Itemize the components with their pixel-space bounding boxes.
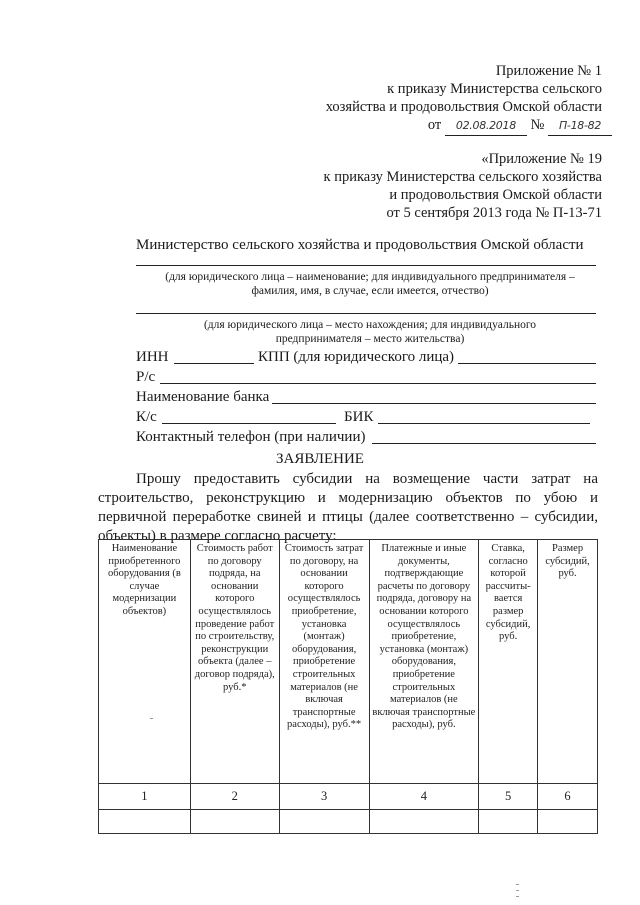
scan-mark (516, 890, 519, 891)
table-number-row (99, 784, 598, 810)
header-subsidy-amount: Размер субсидий, руб. (538, 540, 598, 784)
header-expenses-cost: Стоимость затрат по договору, на основании которого осуществлялось приобретение, установка (монтаж) оборудования, приобретение строительных материалов (не включая транспортные расходы), руб.** (279, 540, 369, 784)
handwritten-number: П-18-82 (548, 117, 612, 136)
scan-mark (516, 896, 519, 897)
kpp-input-line[interactable] (458, 363, 596, 364)
bik-label: БИК (344, 409, 374, 425)
number-label: № (530, 117, 545, 133)
appendix19-line3: от 5 сентября 2013 года № П-13-71 (386, 205, 602, 221)
table-header-row (99, 540, 598, 784)
appendix1-title: Приложение № 1 (495, 63, 602, 79)
from-label: от (427, 117, 442, 133)
appendix19-line1: к приказу Министерства сельского хозяйства (323, 169, 602, 185)
appendix1-line1: к приказу Министерства сельского (387, 81, 602, 97)
column-number-4: 4 (369, 784, 479, 810)
bik-input-line[interactable] (378, 423, 590, 424)
bank-label: Наименование банка (136, 389, 270, 405)
column-number-6: 6 (538, 784, 598, 810)
rs-label: Р/с (136, 369, 156, 385)
column-number-3: 3 (279, 784, 369, 810)
ks-label: К/с (136, 409, 157, 425)
applicant-address-hint: (для юридического лица – место нахождения; для индивидуального предпринимателя – место жительства) (203, 319, 537, 345)
statement-text: Прошу предоставить субсидии на возмещение части затрат на строительство, реконструкцию и модернизацию объектов по убою и первичной переработке свиней и птицы (далее соответственно – субсидии, объекты) в размере согласно расчету: (98, 471, 598, 544)
empty-cell[interactable] (369, 810, 479, 834)
bank-input-line[interactable] (272, 403, 596, 404)
empty-cell[interactable] (190, 810, 279, 834)
phone-input-line[interactable] (372, 443, 596, 444)
column-number-2: 2 (190, 784, 279, 810)
statement-title: ЗАЯВЛЕНИЕ (276, 451, 364, 467)
kpp-label: КПП (для юридического лица) (258, 349, 455, 365)
header-rate: Ставка, согласно которой рассчиты-вается размер субсидий, руб. (479, 540, 538, 784)
applicant-name-hint: (для юридического лица – наименование; для индивидуального предпринимателя – фамилия, имя, в случае, если имеется, отчество) (165, 271, 575, 297)
empty-cell[interactable] (99, 810, 191, 834)
rs-input-line[interactable] (160, 383, 596, 384)
header-equipment-name: Наименование приобретенного оборудования (в случае модернизации объектов) (99, 540, 191, 784)
subsidy-calculation-table (98, 539, 598, 834)
applicant-address-line[interactable] (136, 313, 596, 314)
column-number-1: 1 (99, 784, 191, 810)
empty-cell[interactable] (479, 810, 538, 834)
appendix19-title: «Приложение № 19 (481, 151, 602, 167)
scan-mark (150, 718, 153, 719)
column-number-5: 5 (479, 784, 538, 810)
appendix1-date-line (428, 116, 612, 136)
phone-label: Контактный телефон (при наличии) (136, 429, 366, 445)
inn-label: ИНН (136, 349, 169, 365)
inn-input-line[interactable] (174, 363, 254, 364)
appendix19-line2: и продовольствия Омской области (389, 187, 602, 203)
scan-mark (516, 884, 519, 885)
header-payment-documents: Платежные и иные документы, подтверждающие расчеты по договору подряда, договору на основании которого осуществлялось приобретение, установка (монтаж) оборудования, приобретение строительных материалов (не включая транспортные расходы), руб. (369, 540, 479, 784)
handwritten-date: 02.08.2018 (445, 117, 527, 136)
empty-cell[interactable] (538, 810, 598, 834)
table-empty-row (99, 810, 598, 834)
applicant-name-line[interactable] (136, 265, 596, 266)
appendix1-line2: хозяйства и продовольствия Омской области (325, 99, 602, 115)
empty-cell[interactable] (279, 810, 369, 834)
header-contract-cost: Стоимость работ по договору подряда, на основании которого осуществлялось проведение работ по строительству, реконструкции объекта (далее – договор подряда), руб.* (190, 540, 279, 784)
ks-input-line[interactable] (162, 423, 336, 424)
recipient-ministry: Министерство сельского хозяйства и продовольствия Омской области (136, 237, 584, 253)
